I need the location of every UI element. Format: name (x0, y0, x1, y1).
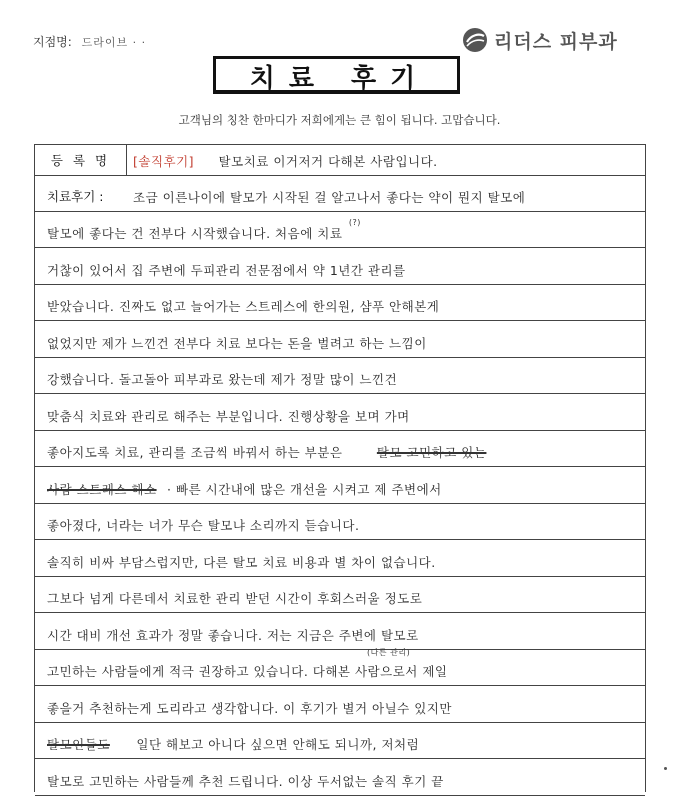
review-line-text (47, 443, 637, 461)
treatment-label: 치료후기 : (47, 189, 104, 204)
brand-name: 리더스 피부과 (494, 30, 618, 53)
registration-label: 등 록 명 (35, 145, 127, 175)
review-line (35, 320, 645, 358)
registration-value (133, 152, 438, 170)
review-line-text: 좋을거 추천하는게 도리라고 생각합니다. 이 후기가 별거 아닐수 있지만 (47, 701, 452, 716)
review-line-part: 좋아지도록 치료, 관리를 조금씩 바꿔서 하는 부분은 (47, 445, 343, 460)
registration-bracket: [솔직후기] (133, 154, 195, 169)
struck-phrase: 사람 스트레스 해소 (47, 482, 157, 497)
clinic-logo-icon (462, 27, 488, 53)
question-mark-note: (?) (348, 218, 361, 227)
review-line-text (47, 480, 637, 498)
review-line-text: 고민하는 사람들에게 적극 권장하고 있습니다. 다해본 사람으로서 제일 (47, 664, 448, 679)
margin-note: (다른 관리) (367, 648, 411, 657)
review-line-text: 솔직히 비싸 부담스럽지만, 다른 탈모 치료 비용과 별 차이 없습니다. (47, 555, 436, 570)
branch-value: 드라이브 · · (81, 36, 147, 49)
review-line-part: 탈모에 좋다는 건 전부다 시작했습니다. 처음에 치료 (47, 226, 343, 241)
review-line-text: 강했습니다. 돌고돌아 피부과로 왔는데 제가 정말 많이 느낀건 (47, 372, 398, 387)
review-line-text: 받았습니다. 진짜도 없고 늘어가는 스트레스에 한의원, 샴푸 안해본게 (47, 299, 440, 314)
review-line-text: 거찮이 있어서 집 주변에 두피관리 전문점에서 약 1년간 관리를 (47, 263, 406, 278)
review-line-text: 조금 이른나이에 탈모가 시작된 걸 알고나서 좋다는 약이 뭔지 탈모에 (133, 190, 526, 205)
review-line (35, 393, 645, 431)
review-line (35, 685, 645, 723)
scan-speck (664, 767, 667, 770)
review-line-text: 좋아졌다, 너라는 너가 무슨 탈모냐 소리까지 듣습니다. (47, 518, 360, 533)
review-line (35, 466, 645, 504)
review-line-text: 그보다 넘게 다른데서 치료한 관리 받던 시간이 후회스러울 정도로 (47, 591, 423, 606)
review-line (35, 758, 645, 796)
branch-field (33, 33, 146, 50)
page-subtitle: 고객님의 칭찬 한마디가 저희에게는 큰 힘이 됩니다. 고맙습니다. (178, 113, 501, 127)
review-line (35, 247, 645, 285)
review-line-part: · 빠른 시간내에 많은 개선을 시켜고 제 주변에서 (167, 482, 442, 497)
review-line (35, 357, 645, 394)
review-line (35, 284, 645, 321)
registration-text: 탈모치료 이거저거 다해본 사람입니다. (218, 154, 438, 169)
review-line (35, 430, 645, 467)
review-line-text: 탈모로 고민하는 사람들께 추천 드립니다. 이상 두서없는 솔직 후기 끝 (47, 774, 444, 789)
struck-phrase: 탈모인들도 (47, 737, 110, 752)
review-line-text: 없었지만 제가 느낀건 전부다 치료 보다는 돈을 벌려고 하는 느낌이 (47, 336, 427, 351)
review-line-text: 맞춤식 치료와 관리로 해주는 부분입니다. 진행상황을 보며 가며 (47, 409, 410, 424)
review-line-text (47, 218, 637, 242)
review-line (35, 211, 645, 248)
review-line (35, 576, 645, 613)
review-line-text: 시간 대비 개선 효과가 정말 좋습니다. 저는 지금은 주변에 탈모로 (47, 628, 419, 643)
review-line-text (47, 735, 637, 753)
struck-phrase: 탈모 고민하고 있는 (376, 445, 487, 460)
review-line (35, 612, 645, 650)
branch-label: 지점명: (33, 35, 72, 49)
review-line-part: 일단 해보고 아니다 싶으면 안해도 되니까, 저처럼 (136, 737, 420, 752)
review-form (34, 144, 646, 792)
review-line (35, 503, 645, 540)
brand-logo (462, 26, 618, 54)
review-line (35, 539, 645, 577)
review-line (35, 649, 645, 686)
review-line (35, 175, 645, 212)
review-line (35, 722, 645, 759)
page-title: 치료 후기 (249, 64, 430, 94)
registration-row (35, 145, 645, 176)
